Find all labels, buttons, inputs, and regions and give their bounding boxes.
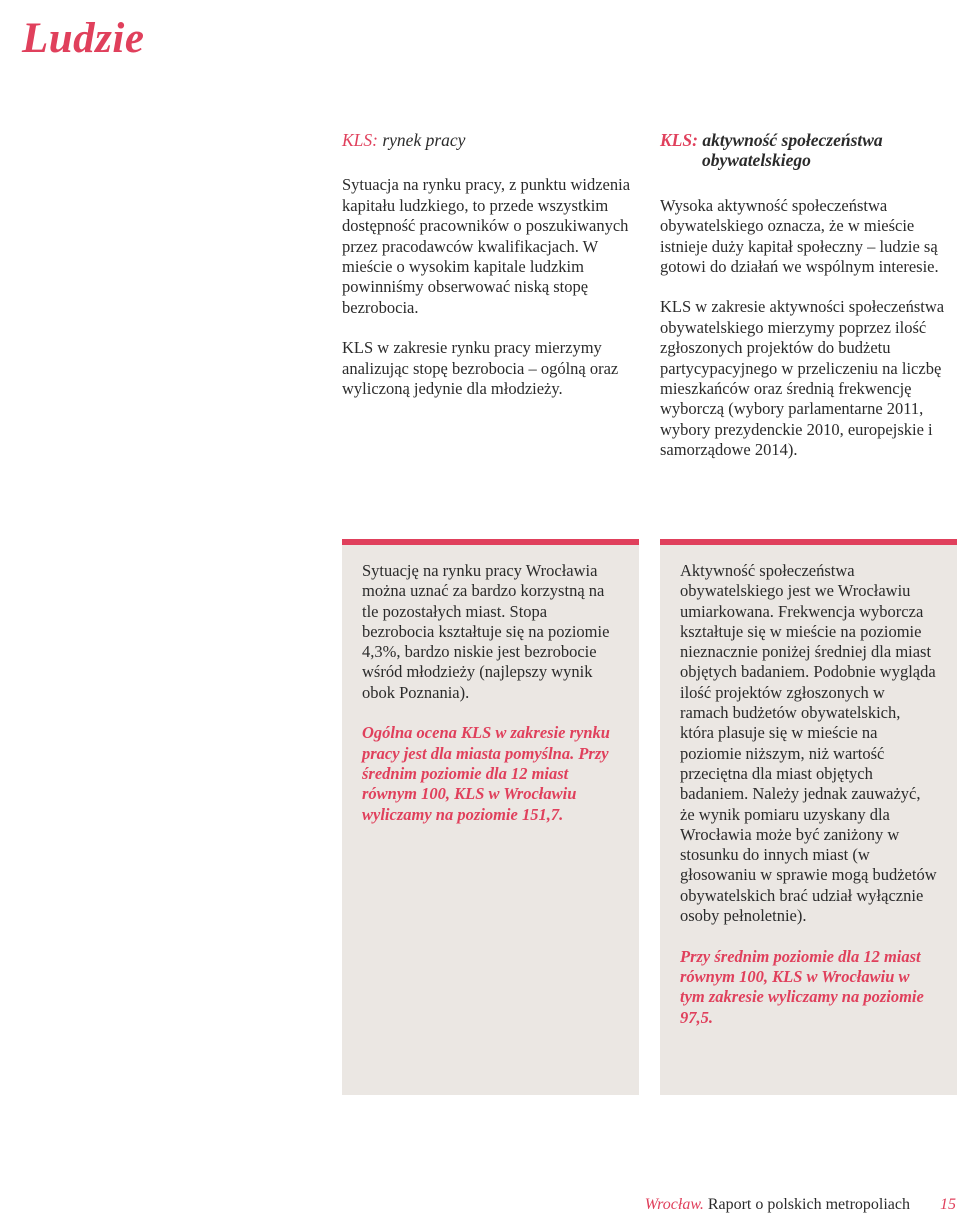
civic-activity-heading: [660, 130, 960, 171]
summary-text: Sytuację na rynku pracy Wrocławia można uznać za bardzo korzystną na tle pozostałych miast. Stopa bezrobocia kształtuje się na poziomie 4,3%, bardzo niskie jest bezrobocie wśród młodzieży (najlepszy wynik obok Poznania).: [362, 561, 610, 702]
heading-topic-line1: aktywność społeczeństwa: [702, 130, 883, 150]
paragraph: Sytuacja na rynku pracy, z punktu widzenia kapitału ludzkiego, to przede wszystkim dostępność pracowników o poszukiwanych przez pracodawców kwalifikacjach. W mieście o wysokim kapitale ludzkim powinniśmy obserwować niską stopę bezrobocia.: [342, 175, 631, 317]
paragraph: Wysoka aktywność społeczeństwa obywatelskiego oznacza, że w mieście istnieje duży kapitał społeczny – ludzie są gotowi do działań we wspólnym interesie.: [660, 195, 939, 277]
footer-city: Wrocław.: [644, 1196, 704, 1213]
summary-highlight: Przy średnim poziomie dla 12 miast równym 100, KLS w Wrocławiu w tym zakresie wyliczamy na poziomie 97,5.: [680, 946, 924, 1027]
page-footer: [645, 1196, 956, 1214]
civic-activity-section: [660, 130, 960, 481]
page-number: 15: [940, 1196, 956, 1213]
summary-text: Aktywność społeczeństwa obywatelskiego jest we Wrocławiu umiarkowana. Frekwencja wyborcza kształtuje się w mieście na poziomie nieznacznie poniżej średniej dla miast objętych badaniem. Podobnie wygląda ilość projektów zgłoszonych w ramach budżetów obywatelskich, która plasuje się w mieście na poziomie niższym, niż wartość przeciętna dla miast objętych badaniem. Należy jednak zauważyć, że wynik pomiaru uzyskany dla Wrocławia może być zaniżony w stosunku do innych miast (w głosowaniu w sprawie mogą budżetów obywatelskich brać udział wyłącznie osoby pełnoletnie).: [680, 561, 937, 926]
labor-market-summary-box: [342, 539, 639, 1095]
paragraph: KLS w zakresie rynku pracy mierzymy analizując stopę bezrobocia – ogólną oraz wyliczoną jedynie dla młodzieży.: [342, 338, 619, 399]
highlight-strong: Ogólna ocena KLS w zakresie rynku pracy jest dla miasta pomyślna.: [362, 723, 610, 763]
kls-prefix: KLS:: [342, 130, 378, 150]
highlight-rest: Przy średnim poziomie dla 12 miast równym 100, KLS w Wrocławiu wyliczamy na poziomie 151,7.: [362, 743, 609, 824]
footer-report-title: Raport o polskich metropoliach: [707, 1196, 910, 1213]
heading-topic: rynek pracy: [382, 130, 466, 150]
civic-activity-summary-box: [660, 539, 957, 1095]
labor-market-section: [342, 130, 632, 419]
heading-topic-line2: obywatelskiego: [702, 150, 811, 171]
paragraph: KLS w zakresie aktywności społeczeństwa obywatelskiego mierzymy poprzez ilość zgłoszonych projektów do budżetu partycypacyjnego w przeliczeniu na liczbę mieszkańców oraz średnią frekwencję wyborczą (wybory parlamentarne 2011, wybory prezydenckie 2010, europejskie i samorządowe 2014).: [660, 297, 945, 460]
kls-prefix: KLS:: [660, 130, 698, 150]
labor-market-heading: [342, 130, 632, 150]
summary-highlight: [362, 723, 619, 824]
page-title: Ludzie: [22, 15, 145, 62]
